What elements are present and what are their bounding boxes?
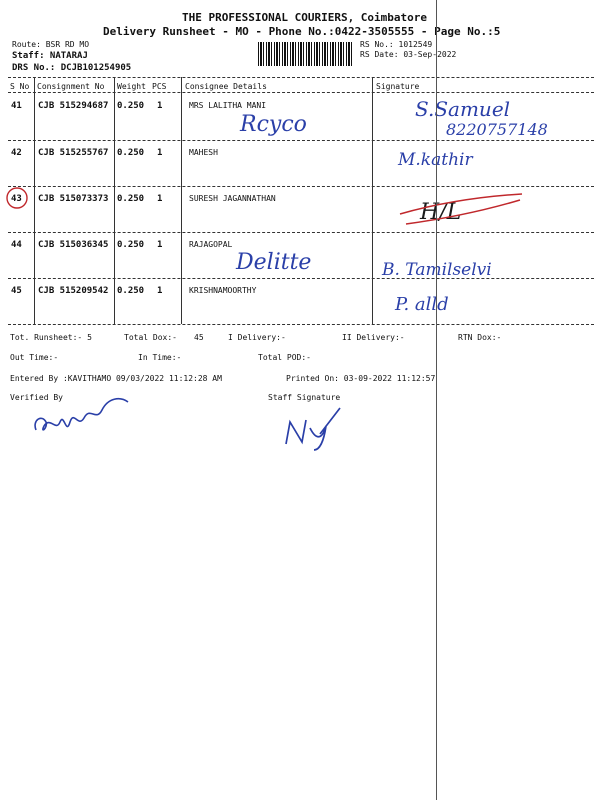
- row-sno: 44: [11, 240, 22, 250]
- row-pcs: 1: [157, 148, 163, 158]
- row-consignment: CJB 515255767: [38, 148, 109, 158]
- column-divider: [181, 77, 182, 324]
- col-header-weight: Weight: [117, 82, 146, 91]
- handwritten-note: Delitte: [236, 250, 312, 275]
- row-pcs: 1: [157, 286, 163, 296]
- divider: [8, 324, 594, 325]
- divider: [8, 186, 594, 187]
- col-header-pcs: PCS: [152, 82, 167, 91]
- row-weight: 0.250: [117, 240, 145, 250]
- column-divider: [372, 77, 373, 324]
- row-consignee: RAJAGOPAL: [189, 240, 233, 249]
- divider: [8, 92, 594, 93]
- handwritten-mark: H/L: [420, 200, 462, 225]
- row-consignment: CJB 515209542: [38, 286, 109, 296]
- i-delivery: I Delivery:-: [228, 333, 286, 342]
- divider: [8, 77, 594, 78]
- red-strike-icon: [396, 190, 526, 230]
- total-dox-value: 45: [194, 333, 204, 342]
- handwritten-signature: S.Samuel: [415, 97, 511, 121]
- out-time: Out Time:-: [10, 353, 59, 362]
- tot-runsheet: Tot. Runsheet:- 5: [10, 333, 92, 342]
- runsheet-title: Delivery Runsheet - MO - Phone No.:0422-3505555 - Page No.:5: [103, 25, 501, 38]
- total-dox-label: Total Dox:-: [124, 333, 177, 342]
- divider: [8, 232, 594, 233]
- col-header-consignee: Consignee Details: [185, 82, 267, 91]
- total-pod: Total POD:-: [258, 353, 311, 362]
- handwritten-signature: P. alld: [395, 294, 449, 315]
- row-sno: 41: [11, 101, 22, 111]
- entered-by: Entered By :KAVITHAMO 09/03/2022 11:12:28 AM: [10, 374, 222, 383]
- staff-signature-label: Staff Signature: [268, 393, 341, 402]
- handwritten-signature: M.kathir: [398, 150, 473, 170]
- row-sno: 45: [11, 286, 22, 296]
- ii-delivery: II Delivery:-: [342, 333, 405, 342]
- divider: [8, 140, 594, 141]
- row-consignee: KRISHNAMOORTHY: [189, 286, 257, 295]
- col-header-consignment: Consignment No: [37, 82, 105, 91]
- rtn-dox: RTN Dox:-: [458, 333, 502, 342]
- row-consignment: CJB 515036345: [38, 240, 109, 250]
- circle-mark-icon: [5, 186, 29, 210]
- row-sno: 42: [11, 148, 22, 158]
- row-sno: 43: [11, 194, 22, 204]
- handwritten-signature: B. Tamilselvi: [382, 260, 492, 280]
- row-weight: 0.250: [117, 148, 145, 158]
- in-time: In Time:-: [138, 353, 182, 362]
- staff: Staff: NATARAJ: [12, 51, 88, 61]
- verifier-signature-icon: [30, 392, 140, 442]
- company-title: THE PROFESSIONAL COURIERS, Coimbatore: [182, 11, 428, 24]
- verified-by-label: Verified By: [10, 393, 63, 402]
- column-divider: [114, 77, 115, 324]
- staff-signature-icon: [280, 404, 350, 454]
- handwritten-phone: 8220757148: [446, 120, 548, 139]
- divider: [8, 278, 594, 279]
- route: Route: BSR RD MO: [12, 40, 90, 49]
- row-pcs: 1: [157, 194, 163, 204]
- printed-on: Printed On: 03-09-2022 11:12:57: [286, 374, 436, 383]
- row-consignment: CJB 515294687: [38, 101, 109, 111]
- row-pcs: 1: [157, 240, 163, 250]
- handwritten-note: Rcyco: [240, 112, 307, 137]
- rs-date: RS Date: 03-Sep-2022: [360, 50, 457, 59]
- row-weight: 0.250: [117, 194, 145, 204]
- rs-number: RS No.: 1012549: [360, 40, 433, 49]
- row-weight: 0.250: [117, 101, 145, 111]
- row-consignee: SURESH JAGANNATHAN: [189, 194, 276, 203]
- col-header-signature: Signature: [376, 82, 420, 91]
- page-fold-line: [436, 0, 437, 800]
- drs-number: DRS No.: DCJB101254905: [12, 63, 132, 73]
- barcode-image: [258, 42, 352, 66]
- row-pcs: 1: [157, 101, 163, 111]
- row-consignee: MRS LALITHA MANI: [189, 101, 267, 110]
- row-consignment: CJB 515073373: [38, 194, 109, 204]
- row-weight: 0.250: [117, 286, 145, 296]
- column-divider: [34, 77, 35, 324]
- col-header-sno: S No: [10, 82, 30, 91]
- row-consignee: MAHESH: [189, 148, 218, 157]
